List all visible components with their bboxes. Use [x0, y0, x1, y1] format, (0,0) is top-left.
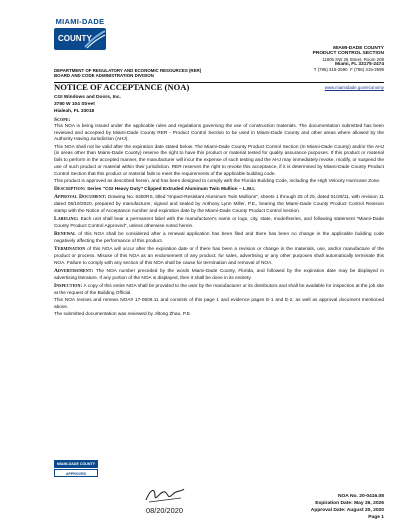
inspection-section: Inspection: A copy of this entire NOA shall be provided to the user by the manufacturer or its distributors and shall be available for inspection at the job site at the request of the Building Official. [54, 282, 384, 296]
renewal-heading: Renewal [54, 231, 76, 237]
approved-stamp-logo: MIAMI-DADE COUNTY APPROVED [54, 460, 98, 484]
advertisement-section: Advertisement: The NOA number preceded by the words Miami-Dade County, Florida, and followed by the expiration date may be displayed in advertising literature. If any portion of the NOA is displayed, then it shall be done in its entirety. [54, 267, 385, 281]
department-name: DEPARTMENT OF REGULATORY AND ECONOMIC RESOURCES (RER) BOARD AND CODE ADMINISTRATION DIVISION [54, 68, 202, 79]
page-number: Page 1 [368, 515, 384, 520]
approval-document-section: Approval Document: Drawing No. 6300RS, titled "Impact-Resistant Aluminum Twin Mullions", sheets 1 through 25 of 25, dated 01/29/11, with revision 11 dated 05/19/2020, prepared by manufacturer, signed and sealed by Anthony Lynn Miller, P.E., bearing the Miami-Dade County Product Control Revision stamp with the Notice of Acceptance number and expiration date by the Miami-Dade County Product Control Section. [54, 194, 385, 214]
scope-paragraph-2: This NOA shall not be valid after the expiration date stated below. The Miami-Dade County Product Control Section (In Miami-Dade County) and/or the AHJ (in areas other than Miami-Dade County) reserve the right to have this product or material tested for quality assurance purposes. If this product or material fails to perform in the accepted manner, the manufacturer will incur the expense of such testing and the AHJ may immediately revoke, modify, or suspend the use of such product or material within their jurisdiction. RER reserves the right to revoke this acceptance, if it is determined by Miami-Dade County Product Control Section that this product or material fails to meet the requirements of the applicable building code. [54, 144, 384, 177]
logo-county: COUNTY [58, 34, 92, 43]
signature-date: 08/20/2020 [146, 506, 183, 515]
approval-date: Approval Date: August 20, 2020 [310, 508, 384, 513]
termination-heading: Termination [54, 246, 86, 252]
expiration-date: Expiration Date: May 26, 2026 [315, 501, 384, 506]
termination-section: Termination of this NOA will occur after the expiration date or if there has been a revision or change in the materials, use, and/or manufacture of the product or process. Misuse of this NOA as an endorsement of any product, for sales, advertising or any other purposes shall automatically terminate this NOA. Failure to comply with any section of this NOA shall be cause for termination and removal of NOA. [54, 246, 385, 266]
inspection-heading: Inspection: [54, 282, 83, 289]
noa-number: NOA No. 20-0416.08 [337, 494, 384, 499]
labeling-heading: Labeling: [54, 216, 79, 222]
noa-body [54, 117, 384, 319]
scope-heading: Scope: [54, 117, 71, 123]
scope-paragraph-3: This product is approved as described herein, and has been designed to comply with the Florida Building Code, including the High Velocity Hurricane Zone. [54, 178, 381, 184]
applicant-address: CGI Windows and Doors, Inc. 3780 W 104 Street Hialeah, FL 33018 [54, 95, 121, 114]
page-title: NOTICE OF ACCEPTANCE (NOA) [54, 82, 190, 92]
revision-note: This NOA revises and renews NOA# 17-0609.11 and consists of this page 1 and evidence pages E-1 and E-2, as well as approval document mentioned above. [54, 297, 384, 310]
description-heading: Description: [54, 186, 86, 192]
approval-info [311, 493, 384, 521]
approval-document-heading: Approval Document: [54, 194, 107, 201]
advertisement-heading: Advertisement: [54, 267, 94, 274]
website-link[interactable]: www.miamidade.gov/economy [324, 85, 384, 90]
miami-dade-logo [54, 8, 106, 66]
logo-swoosh-icon [84, 29, 106, 49]
labeling-section: Labeling: Each unit shall bear a permanent label with the manufacturer's name or logo, city, state, model/series, and following statement "Miami-Dade County Product Control Approved", unless otherwise noted herein. [54, 216, 384, 229]
reviewer-note: The submitted documentation was reviewed by Jiltong Zhao, P.E. [54, 311, 192, 317]
renewal-section: Renewal of this NOA shall be considered after a renewal application has been filed and there has been no change in the applicable building code negatively affecting the performance of this product. [54, 231, 384, 244]
scope-section: Scope: This NOA is being issued under the applicable rules and regulations governing the use of construction materials. The documentation submitted has been reviewed and accepted by Miami-Dade County RER - Product Control Section to be used in Miami-Dade County and other areas where allowed by the Authority Having Jurisdiction (AHJ). [54, 117, 384, 143]
logo-text: MIAMI-DADE [55, 17, 105, 26]
office-address: MIAMI-DADE COUNTY PRODUCT CONTROL SECTION 11805 SW 26 Street, Room 208 Miami, FL 33175-2474 T (786) 315-2590 F (786) 315-2599 [312, 46, 384, 73]
signature-icon [143, 484, 187, 506]
description-section: Description: Series "CGI Heavy Duty" Clipped Extruded Aluminum Twin Mullion – L.M.I. [54, 186, 255, 192]
